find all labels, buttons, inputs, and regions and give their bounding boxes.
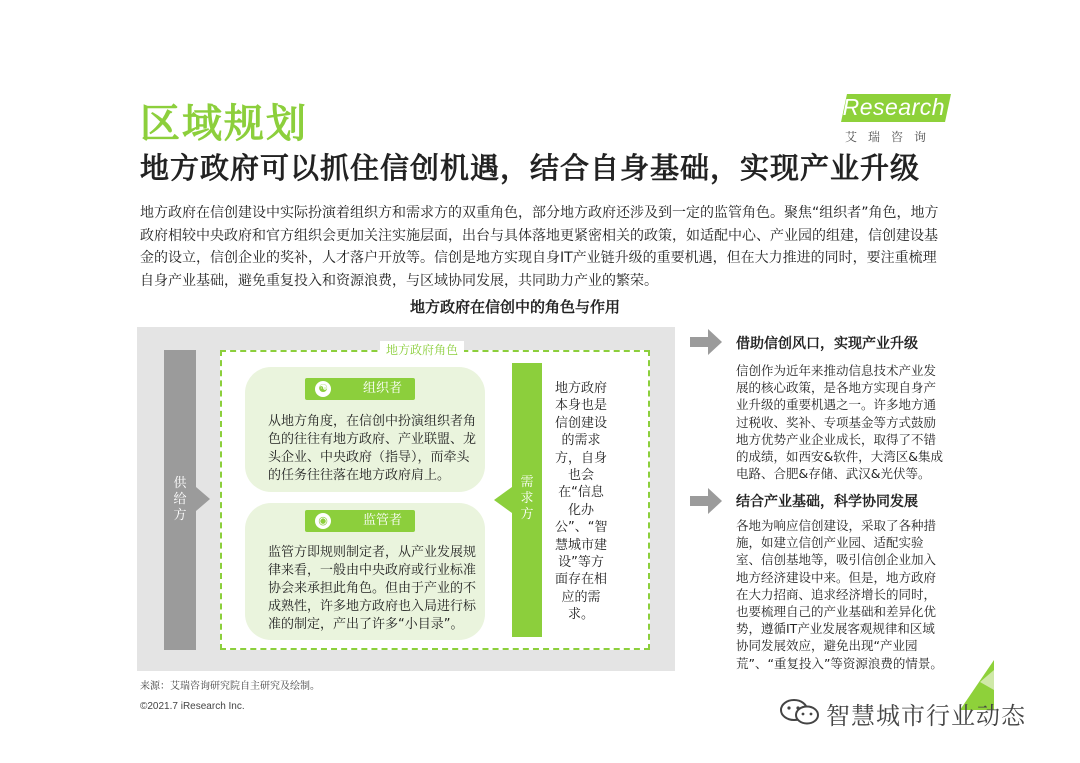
supervisor-text: 监管方即规则制定者，从产业发展规律来看，一般由中央政府或行业标准协会来承担此角色。但由于产业的不成熟性，许多地方政府也入局进行标准的制定，产出了许多“小目录”。 (268, 545, 477, 632)
demand-text: 地方政府本身也是信创建设的需求方，自身也会在“信息化办公”、“智慧城市建设”等方面存在相应的需求。 (555, 381, 608, 623)
logo-subtext: 艾瑞咨询 (844, 130, 937, 144)
supervisor-label: 监管者 (363, 513, 403, 528)
side-heading-2: 结合产业基础，科学协同发展 (736, 494, 918, 510)
supply-bar (164, 350, 196, 650)
supply-label: 供给方 (173, 476, 187, 523)
source-note: 来源：艾瑞咨询研究院自主研究及绘制。 (140, 681, 320, 692)
watermark-text: 智慧城市行业动态 (826, 702, 1026, 730)
shield-person-icon: ◉ (315, 513, 331, 529)
supply-arrow-icon (196, 487, 210, 511)
intro-paragraph: 地方政府在信创建设中实际扮演着组织方和需求方的双重角色，部分地方政府还涉及到一定的监管角色。聚焦“组织者”角色，地方政府相较中央政府和官方组织会更加关注实施层面，出台与具体落地更紧密相关的政策，如适配中心、产业园的组建，信创建设基金的设立，信创企业的奖补，人才落户开放等。信创是地方实现自身IT产业链升级的重要机遇，但在大力推进的同时，要注重梳理自身产业基础，避免重复投入和资源浪费，与区域协同发展，共同助力产业的繁荣。 (140, 205, 939, 289)
side-text-1: 信创作为近年来推动信息技术产业发展的核心政策，是各地方实现自身产业升级的重要机遇之一。许多地方通过税收、奖补、专项基金等方式鼓励地方优势产业企业成长，取得了不错的成绩，如西安&软件，大湾区&集成电路、合肥&存储、武汉&光伏等。 (736, 363, 943, 482)
section-title: 区域规划 (140, 101, 308, 147)
copyright: ©2021.7 iResearch Inc. (140, 701, 245, 712)
iresearch-logo (832, 92, 950, 150)
supervisor-badge (305, 510, 415, 532)
demand-arrow-icon (494, 487, 512, 513)
organizer-text: 从地方角度，在信创中扮演组织者角色的往往有地方政府、产业联盟、龙头企业、中央政府（指导），而牵头的任务往往落在地方政府肩上。 (268, 414, 477, 483)
side-heading-1: 借助信创风口，实现产业升级 (736, 336, 918, 352)
diagram-title: 地方政府在信创中的角色与作用 (410, 298, 621, 316)
organizer-label: 组织者 (363, 381, 403, 396)
panel-label: 地方政府角色 (380, 341, 464, 358)
people-hierarchy-icon: ☯ (315, 381, 331, 397)
logo-text: iResearch (836, 94, 946, 120)
wechat-icon (778, 698, 822, 726)
arrow-right-icon (690, 488, 724, 514)
demand-bar (512, 363, 542, 637)
demand-label: 需求方 (520, 475, 534, 522)
side-text-2: 各地为响应信创建设，采取了各种措施，如建立信创产业园、适配实验室、信创基地等，吸引信创企业加入地方经济建设中来。但是，地方政府在大力招商、追求经济增长的同时，也要梳理自己的产业基础和差异化优势，遵循IT产业发展客观规律和区域协同发展效应，避免出现“产业园荒”、“重复投入”等资源浪费的情景。 (736, 518, 943, 671)
organizer-badge (305, 378, 415, 400)
page-title: 地方政府可以抓住信创机遇，结合自身基础，实现产业升级 (140, 151, 921, 185)
arrow-right-icon (690, 329, 724, 355)
